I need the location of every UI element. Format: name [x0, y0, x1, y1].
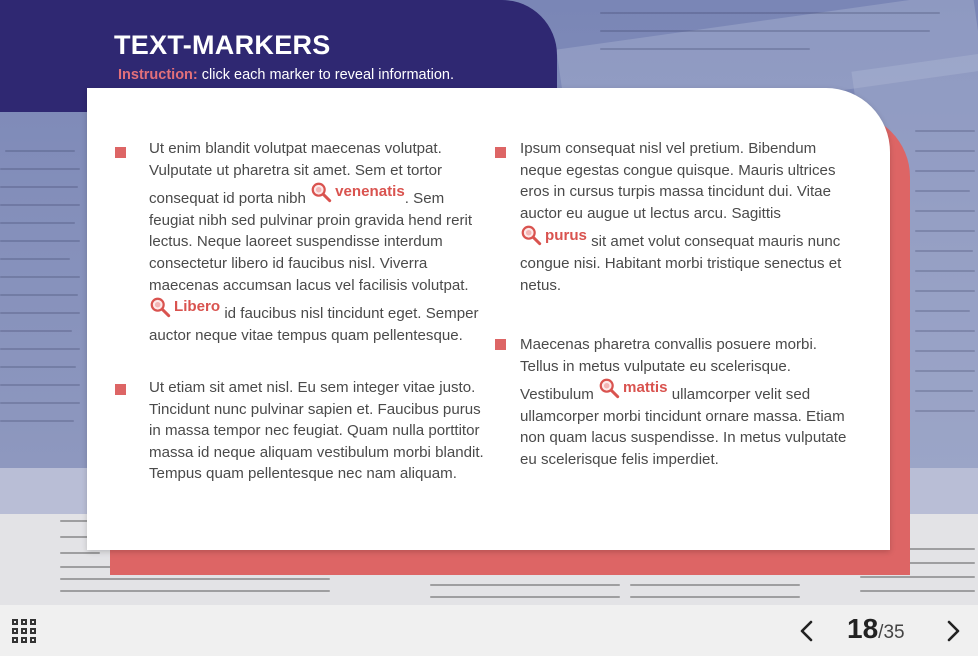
content-card: [87, 88, 890, 550]
magnifier-icon: [598, 377, 620, 399]
background-text: [630, 596, 800, 598]
background-text: [915, 250, 973, 252]
background-text: [915, 370, 975, 372]
chevron-left-icon[interactable]: [796, 619, 820, 643]
background-text: [0, 384, 80, 386]
bullet: [495, 339, 506, 350]
background-text: [0, 258, 70, 260]
background-text: [0, 330, 72, 332]
paragraph-text: Ut enim blandit volutpat maecenas volutpat. Vulputate ut pharetra sit amet. Sem et tortor consequat id porta nibh: [149, 140, 443, 208]
background-text: [915, 390, 973, 392]
background-text: [60, 578, 330, 580]
background-text: [915, 170, 975, 172]
text-marker-mattis[interactable]: [598, 377, 667, 399]
paragraph-text: Ipsum consequat nisl vel pretium. Bibendum neque egestas congue quisque. Mauris ultrices eros in cursus turpis massa tincidunt dui. Vitae auctor eu augue ut lectus arcu. Sagittis: [520, 140, 836, 222]
background-text: [600, 12, 940, 14]
background-text: [0, 204, 80, 206]
background-text: [430, 584, 620, 586]
background-text: [915, 230, 975, 232]
background-text: [600, 30, 930, 32]
background-text: [915, 270, 975, 272]
background-text: [0, 366, 76, 368]
background-text: [0, 240, 80, 242]
page-title: TEXT-MARKERS: [114, 30, 331, 60]
current-page: 18: [847, 613, 879, 644]
background-text: [630, 584, 800, 586]
marker-label: venenatis: [335, 183, 405, 201]
paragraph-text: ullamcorper velit sed ullamcorper morbi tincidunt ornare massa. Etiam non quam lacus suspendisse. In metus vulputate eu scelerisque felis imperdiet.: [520, 386, 847, 468]
background-text: [0, 420, 74, 422]
marker-label: Libero: [174, 298, 221, 316]
chevron-right-icon[interactable]: [940, 619, 964, 643]
background-text: [0, 402, 80, 404]
background-text: [915, 290, 975, 292]
background-text: [0, 276, 80, 278]
magnifier-icon: [310, 181, 332, 203]
background-text: [600, 48, 810, 50]
background-text: [915, 150, 975, 152]
background-text: [0, 222, 75, 224]
background-text: [860, 576, 975, 578]
page-counter: [847, 613, 905, 645]
background-text: [0, 348, 80, 350]
paragraph-2: Ut etiam sit amet nisl. Eu sem integer vitae justo. Tincidunt nunc pulvinar sapien et. Faucibus purus in massa tempor nec feugiat. Quam nulla porttitor massa id neque aliquam vestibulum morbi blandit. Tempus quam pellentesque nec nam aliquam.: [149, 379, 484, 483]
text-marker-venenatis[interactable]: [310, 181, 405, 203]
paragraph-text: Maecenas pharetra convallis posuere morbi. Tellus in metus vulputate eu scelerisque. Vestibulum: [520, 336, 817, 404]
marker-label: mattis: [623, 379, 668, 397]
instruction-text: [118, 67, 454, 83]
background-text: [0, 312, 80, 314]
paragraph-text: sit amet volut consequat mauris nunc congue nisi. Habitant morbi tristique senectus et netus.: [520, 233, 842, 294]
paragraph-text: . Sem feugiat nibh sed pulvinar proin gravida hend rerit lectus. Neque laoreet suspendisse interdum consectetur libero id faucibus nisl. Viverra maecenas accumsan lacus vel facilisis volutpat.: [149, 190, 473, 294]
background-text: [860, 590, 975, 592]
background-text: [915, 190, 970, 192]
background-text: [915, 410, 975, 412]
paragraph-text: id faucibus nisl tincidunt eget. Semper auctor neque vitae tempus quam pellentesque.: [149, 305, 479, 344]
background-text: [915, 310, 970, 312]
bullet: [115, 147, 126, 158]
paragraph-1: [149, 138, 485, 346]
bottom-navigation-bar: [0, 605, 978, 656]
magnifier-icon: [520, 224, 542, 246]
marker-label: purus: [545, 226, 587, 244]
page-separator: /: [878, 622, 884, 643]
grid-menu-icon[interactable]: [12, 619, 38, 645]
instruction-body: click each marker to reveal information.: [197, 67, 455, 83]
text-marker-purus[interactable]: [520, 224, 587, 246]
paragraph-4: [520, 334, 850, 471]
background-text: [60, 590, 330, 592]
bullet: [115, 384, 126, 395]
background-text: [60, 552, 100, 554]
instruction-label: Instruction:: [118, 67, 198, 83]
background-text: [0, 186, 78, 188]
background-text: [915, 130, 975, 132]
background-text: [915, 210, 975, 212]
text-marker-libero[interactable]: [149, 296, 220, 318]
bullet: [495, 147, 506, 158]
background-text: [5, 150, 75, 152]
background-text: [0, 294, 78, 296]
total-pages: 35: [883, 622, 905, 643]
background-text: [915, 350, 975, 352]
background-text: [430, 596, 620, 598]
background-text: [915, 330, 975, 332]
magnifier-icon: [149, 296, 171, 318]
paragraph-3: [520, 138, 850, 296]
background-text: [0, 168, 80, 170]
